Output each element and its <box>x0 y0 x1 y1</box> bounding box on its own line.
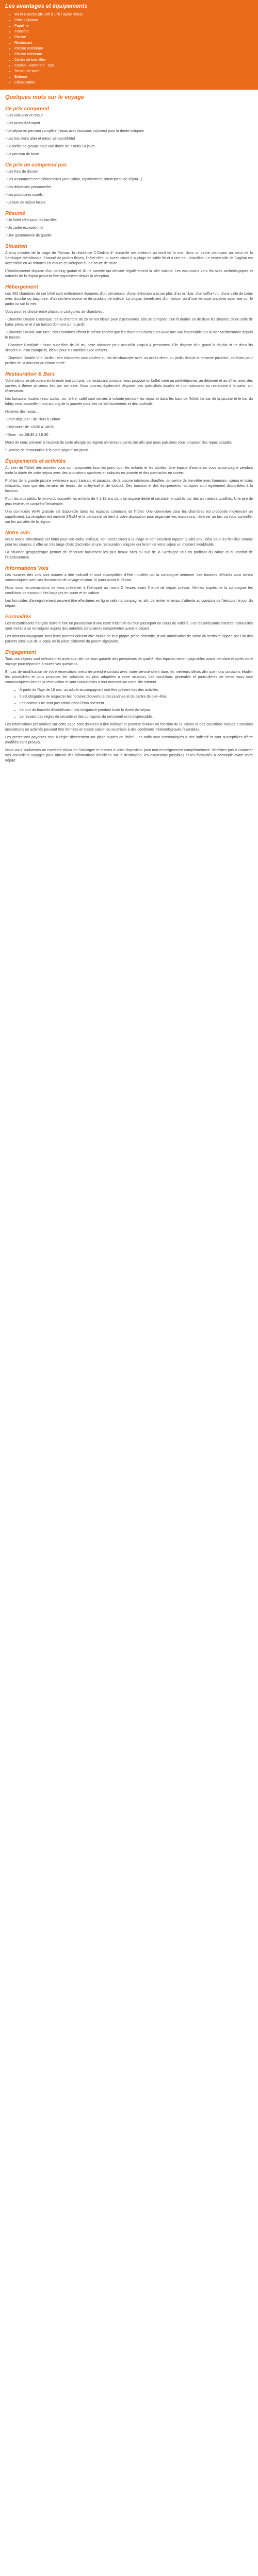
section-paragraph: - Les transferts aller et retour aéroport/hôtel <box>5 137 75 141</box>
section-paragraph: L'établissement dispose d'un parking gratuit et d'une navette qui dessert régulièrement la ville voisine. Les excursions vers les sites archéologiques et naturels de la région peuvent être organisées depuis la réception. <box>5 269 253 278</box>
section-heading: Informations Vols <box>5 566 49 571</box>
amenity-item: • Piscine extérieure <box>14 46 253 52</box>
amenity-item: • Papeline <box>14 23 253 29</box>
section <box>5 106 253 157</box>
section-heading: Résumé <box>5 211 25 216</box>
section-paragraph: - Le pension de base <box>5 152 39 156</box>
content-sections <box>5 106 253 685</box>
rule-item: • À partir de l'âge de 16 ans, un adulte accompagnant doit être présent lors des activités. <box>20 688 253 693</box>
section-paragraph: - Chambre Double Vue Jardin : ces chambres sont situées au rez-de-chaussée avec un accès direct au jardin depuis la terrasse privative, parfaites pour profiter de la douceur du climat sarde. <box>5 357 253 365</box>
amenity-item: • Paille / Quiane <box>14 18 253 23</box>
section-paragraph: - Les frais de dossier <box>5 170 39 174</box>
closing-paragraph: Les informations présentées sur cette page sont données à titre indicatif et peuvent évoluer en fonction de la saison et des conditions locales. Certaines installations ou activités peuvent être fermées en basse saison ou soumises à des conditions météorologiques favorables. <box>5 723 253 732</box>
amenity-item: • Centre de bien être <box>14 57 253 63</box>
section-paragraph: Pour les plus petits, le mini-club accueille les enfants de 4 à 12 ans dans un espace dédié et sécurisé, encadrés par des animateurs qualifiés. Une aire de jeux extérieure complète l'ensemble. <box>5 497 253 506</box>
amenity-item: • Transfert <box>14 29 253 35</box>
section-paragraph: - La taxe de séjour locale <box>5 201 46 205</box>
section-paragraph: La situation géographique permet de découvrir facilement les plus beaux sites du sud de la Sardaigne tout en profitant du calme et du confort de l'établissement. <box>5 551 253 560</box>
amenity-item: • Piscine intérieure <box>14 52 253 57</box>
rule-item: • Les animaux ne sont pas admis dans l'établissement. <box>20 701 253 706</box>
section-paragraph: - Chambre Double Classique : cette chambre de 25 m² est idéale pour 2 personnes. Elle se compose d'un lit double ou de deux lits simples, d'une salle de bains privative et d'un balcon donnant sur le jardin. <box>5 318 253 327</box>
section <box>5 162 253 206</box>
section-paragraph: - Les dépenses personnelles <box>5 185 52 189</box>
closing-paragraph: Nous vous souhaitons un excellent séjour en Sardaigne et restons à votre disposition pour tout renseignement complémentaire. N'hésitez pas à contacter nos conseillers voyages pour obtenir des informations détaillées sur la destination, les excursions possibles et les formalités à accomplir avant votre départ. <box>5 749 253 762</box>
section-paragraph: - Les vols aller et retour <box>5 114 43 117</box>
section-paragraph: Profitez de la grande piscine extérieure avec transats et parasols, de la piscine intérieure chauffée, du centre de bien-être avec hammam, sauna et soins relaxants, ainsi que des terrains de tennis, de volley-ball et de football. Des bateaux et des équipements nautiques sont également disponibles à la location. <box>5 479 253 493</box>
section-paragraph: - Chambre Familiale : d'une superficie de 35 m², cette chambre peut accueillir jusqu'à 4 personnes. Elle dispose d'un grand lit double et de deux lits simples ou d'un canapé-lit, idéale pour les familles avec enfants. <box>5 344 253 352</box>
section-paragraph: - Chambre Double Vue Mer : ces chambres offrent le même confort que les chambres classiques avec une vue imprenable sur la mer Méditerranée depuis le balcon. <box>5 331 253 340</box>
section <box>5 650 253 685</box>
section-paragraph: Tous nos séjours sont sélectionnés avec soin afin de vous garantir des prestations de qualité. Nos équipes restent joignables avant, pendant et après votre voyage pour répondre à toutes vos questions. <box>5 657 253 666</box>
section-paragraph: Nous avons sélectionné cet hôtel pour son cadre idyllique, son accès direct à la plage et son excellent rapport qualité-prix. Idéal pour les familles comme pour les couples, il offre un très large choix d'activités et une restauration soignée qui feront de votre séjour un moment inoubliable. <box>5 538 253 547</box>
section <box>5 317 253 366</box>
section-paragraph: Merci de nous prévenir à l'avance de toute allergie ou régime alimentaire particulier afin que nous puissions vous proposer des repas adaptés. <box>5 441 233 445</box>
section-paragraph: * Service de restauration à la carte payant sur place. <box>5 449 89 452</box>
section-heading: Formalités <box>5 614 31 620</box>
amenity-item: • Wi-Fi & accès (de 10h à 17h / opéra villes) <box>14 12 253 18</box>
section-paragraph: En cas de modification de votre réservation, merci de prendre contact avec notre service client dans les meilleurs délais afin que nous puissions étudier les possibilités et vous proposer les solutions les plus adaptées à votre situation. Les conditions générales et particulières de vente vous sont communiquées lors de la réservation et sont consultables à tout moment sur notre site internet. <box>5 670 253 684</box>
amenity-item: • Restaurant <box>14 40 253 46</box>
section-paragraph: - Les taxes d'aéroport <box>5 122 40 125</box>
section <box>5 530 253 561</box>
section <box>5 510 253 525</box>
section-heading: Ce prix ne comprend pas <box>5 162 67 168</box>
section <box>5 244 253 279</box>
section-paragraph: À cinq minutes de la plage de Palmas, la résidence C'Ondina 4* accueille ses visiteurs au bord de la mer, dans un cadre verdoyant au cœur de la Sardaigne méridionale. Entouré de jardins fleuris, l'hôtel offre un accès direct à la plage de sable fin et à une eau cristalline. Le centre-ville de Cagliari est accessible en 45 minutes en voiture et l'aéroport à une heure de route. <box>5 251 253 265</box>
section-paragraph: Nous vous recommandons de vous présenter à l'aéroport au moins 2 heures avant l'heure de départ prévue. Vérifiez auprès de la compagnie les conditions de transport des bagages en soute et en cabine. <box>5 586 253 595</box>
section-heading: Notre avis <box>5 530 30 536</box>
section-paragraph: - Dîner : de 19h30 à 21h30 <box>5 433 49 437</box>
amenity-item: • Climatisation <box>14 80 253 86</box>
amenity-item: • Piscine <box>14 35 253 40</box>
section-heading: Engagement <box>5 650 37 655</box>
section <box>5 371 253 438</box>
section-paragraph: Une connexion Wi-Fi gratuite est disponible dans les espaces communs de l'hôtel. Une connexion dans les chambres est proposée moyennant un supplément. La réception est ouverte 24h/24 et le personnel se tient à votre disposition pour organiser vos excursions, réserver un taxi ou vous conseiller sur les activités de la région. <box>5 510 253 524</box>
rule-item: • Il est obligatoire de respecter les horaires d'ouverture des piscines et du centre de bien-être. <box>20 694 253 700</box>
section-paragraph: Les boissons locales (eau, sodas, vin, bière, café) sont servies à volonté pendant les repas et dans les bars de l'hôtel. Le bar de la piscine et le bar du lobby vous accueillent tout au long de la journée pour des rafraîchissements et des cocktails. <box>5 397 253 406</box>
closing-paragraph: Les prestations payantes sont à régler directement sur place auprès de l'hôtel. Les tarifs sont communiqués à titre indicatif et sont susceptibles d'être modifiés sans préavis. <box>5 736 253 744</box>
section-paragraph: Les ressortissants français doivent être en possession d'une carte d'identité ou d'un passeport en cours de validité. Les ressortissants d'autres nationalités sont invités à se renseigner auprès des autorités consulaires compétentes avant le départ. <box>5 622 253 631</box>
section <box>5 440 253 453</box>
section <box>5 566 253 609</box>
section-paragraph: - Un cadre exceptionnel <box>5 226 43 230</box>
amenity-item: • Casino - Hammam - Spa <box>14 63 253 69</box>
section-paragraph: Les formalités d'enregistrement peuvent être effectuées en ligne selon la compagnie, afin de limiter le temps d'attente au comptoir de l'aéroport le jour du départ. <box>5 599 253 608</box>
section <box>5 284 253 315</box>
section-heading: Restauration & Bars <box>5 371 55 377</box>
section-paragraph: Vous pourrez choisir entre plusieurs catégories de chambres : <box>5 310 104 314</box>
section-heading: Ce prix comprend <box>5 106 50 112</box>
section <box>5 459 253 507</box>
section <box>5 211 253 239</box>
section-paragraph: - Les assurances complémentaires (annulation, rapatriement, interruption de séjour...) <box>5 178 142 181</box>
section-heading: Situation <box>5 244 27 249</box>
closing-block <box>5 722 253 764</box>
section-paragraph: - Le forfait de groupe pour une durée de 7 nuits / 8 jours <box>5 145 95 148</box>
section-heading: Équipements et activités <box>5 459 66 464</box>
section-paragraph: - Déjeuner : de 12h30 à 14h30 <box>5 426 54 429</box>
amenities-title: Les avantages et équipements <box>5 3 88 9</box>
section-paragraph: - Petit-déjeuner : de 7h00 à 10h00 <box>5 418 60 421</box>
section-paragraph: - Un hôtel idéal pour les familles <box>5 218 57 222</box>
amenity-item: • Terrain de sport <box>14 69 253 74</box>
section-paragraph: - Une gastronomie de qualité <box>5 234 52 238</box>
rules-list <box>5 688 253 720</box>
section-paragraph: - Les pourboires usuels <box>5 193 43 197</box>
amenities-banner <box>0 0 258 90</box>
section-paragraph: Votre séjour se déroulera en formule tout compris. Le restaurant principal vous propose un buffet varié au petit-déjeuner, au déjeuner et au dîner, avec des soirées à thème plusieurs fois par semaine. Vous pourrez également déguster des spécialités locales et internationales au restaurant à la carte, sur réservation. <box>5 379 253 393</box>
amenity-item: • Bateaux <box>14 74 253 80</box>
page <box>0 0 258 776</box>
rule-item: • Le respect des règles de sécurité et des consignes du personnel est indispensable. <box>20 715 253 720</box>
section-paragraph: Au sein de l'hôtel, des activités vous sont proposées tous les jours pour les enfants et les adultes. Une équipe d'animation vous accompagne pendant toute la durée de votre séjour avec des animations sportives et ludiques en journée et des spectacles en soirée. <box>5 466 253 475</box>
section-paragraph: Les mineurs voyageant sans leurs parents doivent être munis de leur propre pièce d'identité, d'une autorisation de sortie du territoire signée par l'un des parents ainsi que de la copie de la pièce d'identité du parent signataire. <box>5 635 253 643</box>
section-heading: Hébergement <box>5 284 38 290</box>
section-paragraph: Horaires des repas : <box>5 410 38 414</box>
section-paragraph: - Le séjour en pension complète (repas avec boissons incluses) pour la durée indiquée <box>5 129 144 133</box>
section <box>5 614 253 645</box>
amenities-list <box>5 12 253 86</box>
rule-item: • Le port du bracelet d'identification est obligatoire pendant toute la durée du séjour. <box>20 708 253 713</box>
rules-block <box>5 688 253 720</box>
quick-words-title: Quelques mots sur le voyage <box>5 94 84 100</box>
section-paragraph: Les horaires des vols sont donnés à titre indicatif et sont susceptibles d'être modifiés par la compagnie aérienne. Les horaires définitifs vous seront communiqués avec vos documents de voyage environ 10 jours avant le départ. <box>5 573 253 582</box>
section-paragraph: Les 402 chambres de cet hôtel sont entièrement équipées d'un climatiseur, d'une télévision à écran plat, d'un minibar, d'un coffre-fort, d'une salle de bains avec douche ou baignoire, d'un sèche-cheveux et de produits de toilette. La plupart bénéficient d'un balcon ou d'une terrasse privative avec vue sur le jardin ou sur la mer. <box>5 292 253 306</box>
